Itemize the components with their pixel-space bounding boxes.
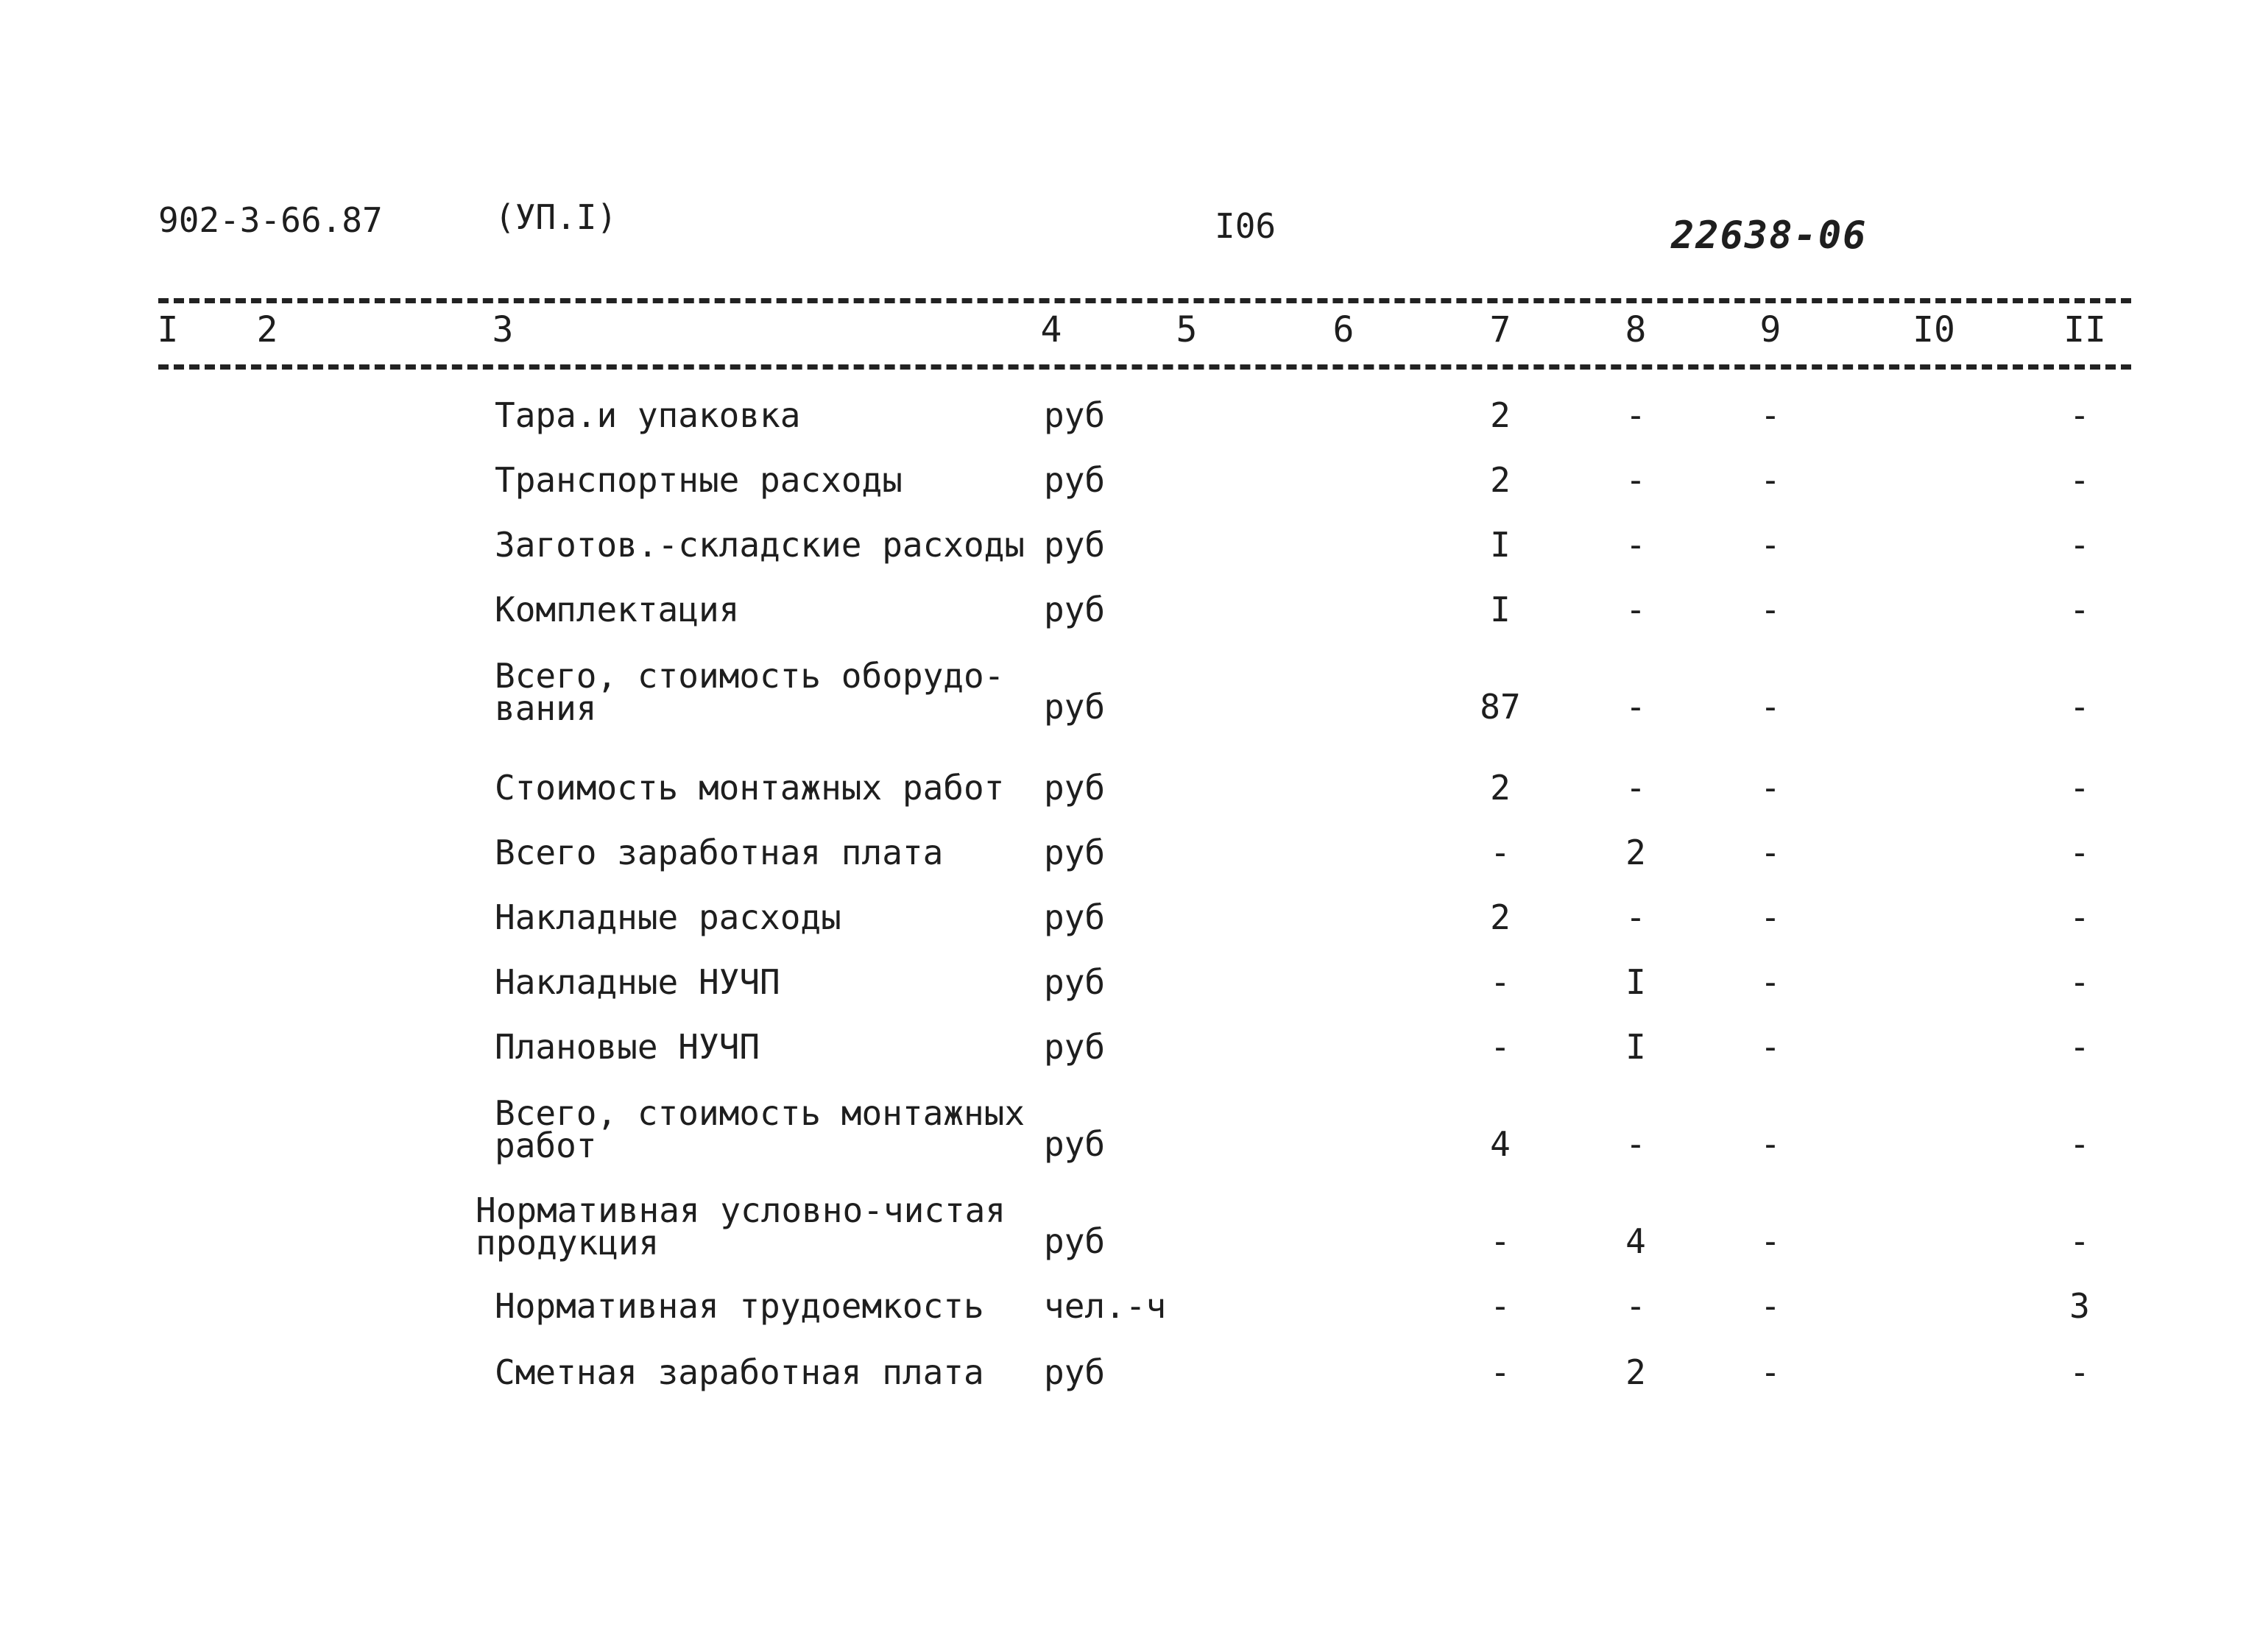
column-number: I0	[1913, 309, 1955, 350]
page-number: I06	[1215, 206, 1276, 246]
value-col-7: I	[1490, 525, 1511, 565]
item-unit: руб	[1044, 1352, 1106, 1392]
column-number: 4	[1040, 309, 1062, 350]
item-unit: чел.-ч	[1044, 1286, 1167, 1326]
value-col-9: -	[1760, 687, 1781, 727]
table-row	[0, 1093, 2260, 1185]
value-col-11: -	[2069, 395, 2090, 435]
item-name: Стоимость монтажных работ	[495, 768, 1005, 808]
table-row	[0, 460, 2260, 523]
value-col-11: -	[2069, 525, 2090, 565]
item-unit: руб	[1044, 833, 1106, 872]
value-col-9: -	[1760, 897, 1781, 937]
column-number: 8	[1625, 309, 1647, 350]
value-col-7: -	[1490, 1027, 1511, 1067]
item-unit: руб	[1044, 395, 1106, 435]
item-unit: руб	[1044, 687, 1106, 727]
value-col-9: -	[1760, 768, 1781, 808]
value-col-8: I	[1625, 962, 1646, 1002]
table-row	[0, 525, 2260, 587]
column-number: 6	[1332, 309, 1355, 350]
table-row	[0, 656, 2260, 748]
inventory-stamp: 22638-06	[1671, 213, 1868, 258]
item-name: Тара.и упаковка	[495, 395, 801, 435]
value-col-11: -	[2069, 1221, 2090, 1261]
value-col-9: -	[1760, 1124, 1781, 1164]
value-col-9: -	[1760, 962, 1781, 1002]
value-col-8: -	[1625, 395, 1646, 435]
item-unit: руб	[1044, 1221, 1106, 1261]
value-col-7: 87	[1480, 687, 1521, 727]
item-name: Всего, стоимость монтажных работ	[495, 1093, 1025, 1165]
column-number: 7	[1489, 309, 1511, 350]
header-bottom-rule	[158, 364, 2131, 370]
value-col-7: -	[1490, 1286, 1511, 1326]
value-col-8: I	[1625, 1027, 1646, 1067]
document-code: 902-3-66.87	[158, 200, 383, 240]
item-unit: руб	[1044, 1027, 1106, 1067]
value-col-8: 2	[1625, 833, 1646, 872]
item-unit: руб	[1044, 962, 1106, 1002]
table-row	[0, 590, 2260, 652]
value-col-7: -	[1490, 1352, 1511, 1392]
item-unit: руб	[1044, 590, 1106, 629]
item-name: Нормативная трудоемкость	[495, 1286, 984, 1326]
table-row	[0, 1190, 2260, 1282]
value-col-7: 2	[1490, 395, 1511, 435]
value-col-7: I	[1490, 590, 1511, 629]
value-col-7: 2	[1490, 897, 1511, 937]
item-unit: руб	[1044, 460, 1106, 500]
table-row	[0, 833, 2260, 895]
table-row	[0, 1286, 2260, 1349]
value-col-9: -	[1760, 395, 1781, 435]
item-name: Всего заработная плата	[495, 833, 944, 872]
table-row	[0, 897, 2260, 960]
column-number: 3	[492, 309, 514, 350]
value-col-7: -	[1490, 1221, 1511, 1261]
value-col-8: -	[1625, 1124, 1646, 1164]
value-col-9: -	[1760, 1352, 1781, 1392]
value-col-8: -	[1625, 768, 1646, 808]
value-col-11: -	[2069, 768, 2090, 808]
value-col-8: -	[1625, 590, 1646, 629]
value-col-11: -	[2069, 833, 2090, 872]
item-unit: руб	[1044, 525, 1106, 565]
value-col-7: -	[1490, 833, 1511, 872]
value-col-8: 4	[1625, 1221, 1646, 1261]
value-col-8: 2	[1625, 1352, 1646, 1392]
item-name: Сметная заработная плата	[495, 1352, 984, 1392]
value-col-11: -	[2069, 1352, 2090, 1392]
value-col-7: 2	[1490, 460, 1511, 500]
value-col-7: -	[1490, 962, 1511, 1002]
column-number: 5	[1176, 309, 1198, 350]
table-row	[0, 395, 2260, 458]
item-name: Нормативная условно-чистая продукция	[476, 1190, 1006, 1263]
item-name: Накладные расходы	[495, 897, 841, 937]
value-col-7: 2	[1490, 768, 1511, 808]
column-number: II	[2063, 309, 2106, 350]
table-row	[0, 768, 2260, 830]
table-row	[0, 1027, 2260, 1090]
item-unit: руб	[1044, 1124, 1106, 1164]
value-col-11: -	[2069, 687, 2090, 727]
value-col-11: -	[2069, 1027, 2090, 1067]
value-col-8: -	[1625, 1286, 1646, 1326]
table-row	[0, 1352, 2260, 1415]
header-top-rule	[158, 298, 2131, 303]
column-number: I	[157, 309, 179, 350]
value-col-11: -	[2069, 1124, 2090, 1164]
value-col-8: -	[1625, 687, 1646, 727]
value-col-11: -	[2069, 897, 2090, 937]
item-name: Транспортные расходы	[495, 460, 903, 500]
value-col-11: 3	[2069, 1286, 2090, 1326]
section-label: (УП.I)	[495, 197, 618, 237]
value-col-11: -	[2069, 962, 2090, 1002]
item-name: Накладные НУЧП	[495, 962, 780, 1002]
column-number: 2	[256, 309, 278, 350]
value-col-9: -	[1760, 1027, 1781, 1067]
item-unit: руб	[1044, 768, 1106, 808]
value-col-9: -	[1760, 833, 1781, 872]
value-col-9: -	[1760, 1286, 1781, 1326]
value-col-7: 4	[1490, 1124, 1511, 1164]
item-unit: руб	[1044, 897, 1106, 937]
value-col-8: -	[1625, 460, 1646, 500]
item-name: Заготов.-складские расходы	[495, 525, 1025, 565]
value-col-9: -	[1760, 1221, 1781, 1261]
item-name: Всего, стоимость оборудо- вания	[495, 656, 1005, 728]
value-col-8: -	[1625, 525, 1646, 565]
value-col-11: -	[2069, 460, 2090, 500]
item-name: Плановые НУЧП	[495, 1027, 760, 1067]
column-number: 9	[1759, 309, 1781, 350]
value-col-11: -	[2069, 590, 2090, 629]
value-col-9: -	[1760, 525, 1781, 565]
table-row	[0, 962, 2260, 1025]
item-name: Комплектация	[495, 590, 740, 629]
value-col-9: -	[1760, 590, 1781, 629]
value-col-9: -	[1760, 460, 1781, 500]
value-col-8: -	[1625, 897, 1646, 937]
